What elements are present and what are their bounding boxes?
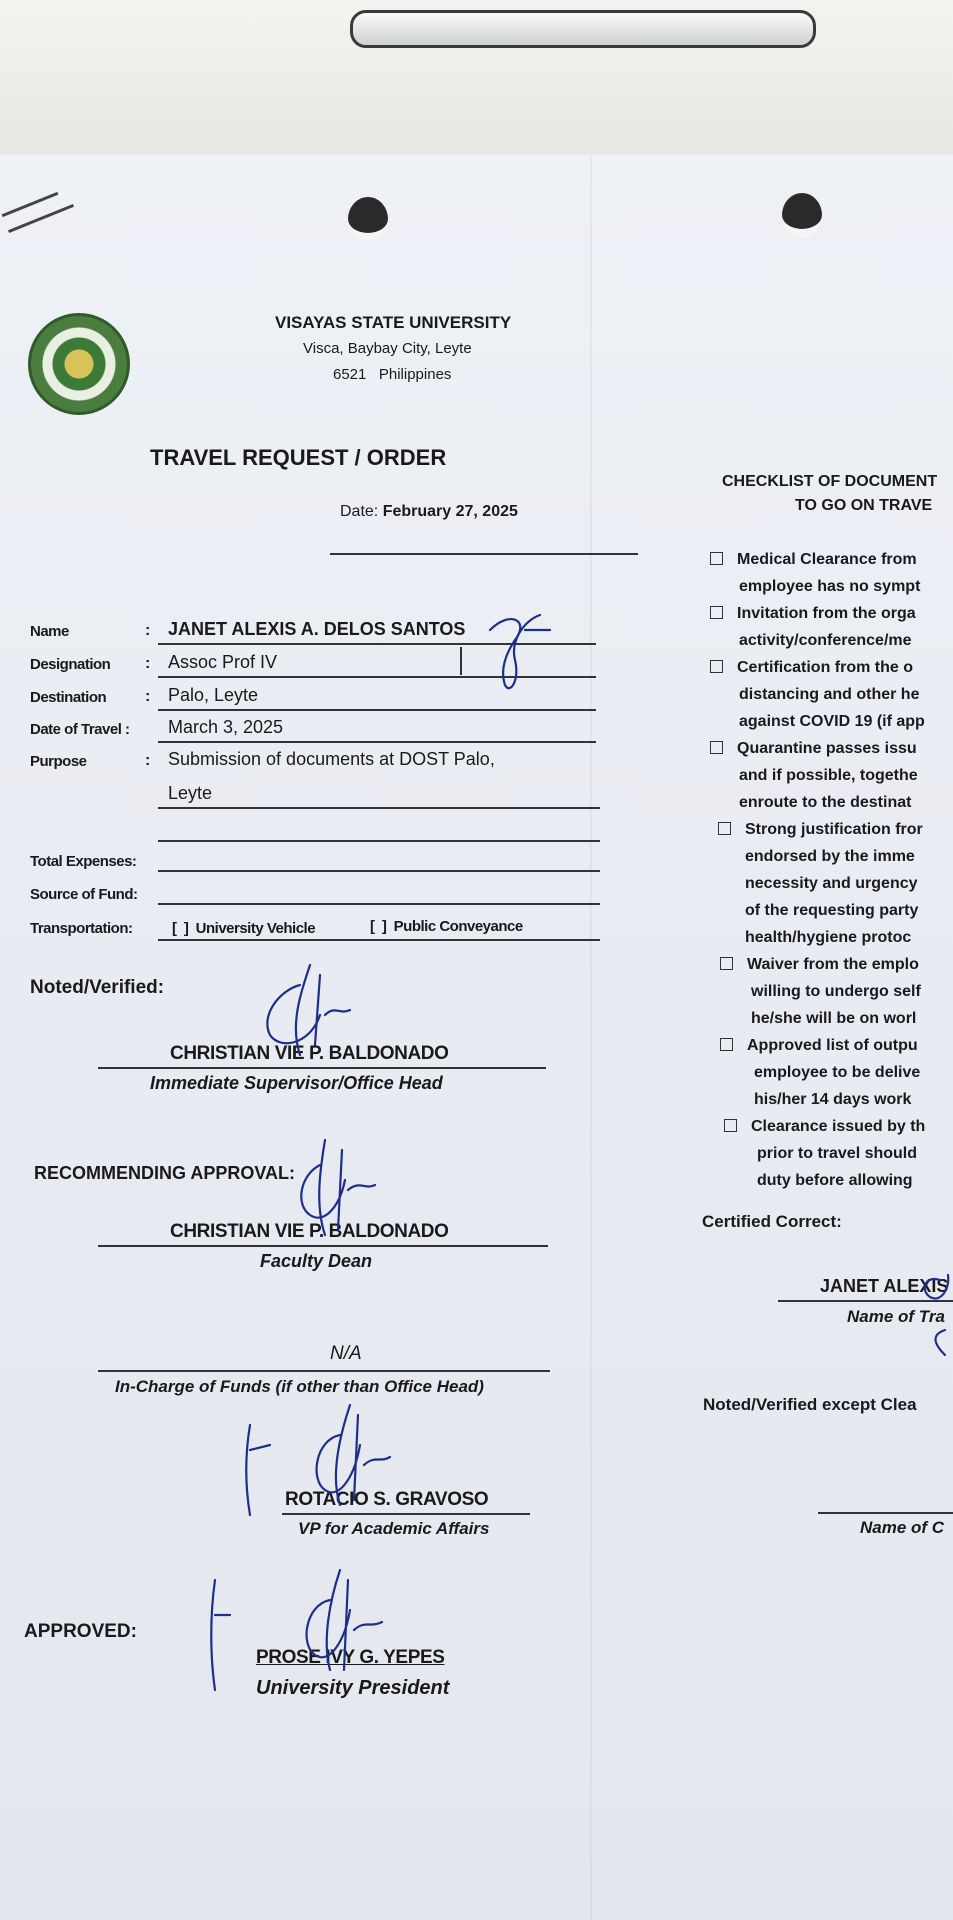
- checklist-item: Certification from the o: [710, 654, 913, 681]
- noted-verified-label: Noted/Verified:: [30, 977, 165, 998]
- checklist-title-2: TO GO ON TRAVE: [795, 497, 933, 514]
- designation-label: Designation: [30, 656, 111, 673]
- purpose-underline: [158, 807, 600, 809]
- checklist-line: his/her 14 days work: [754, 1091, 912, 1108]
- colon: :: [145, 752, 151, 769]
- university-address-2: 6521 Philippines: [333, 366, 452, 383]
- date-of-travel-label: Date of Travel :: [30, 721, 130, 738]
- source-of-fund-label: Source of Fund:: [30, 886, 138, 903]
- transportation-underline: [158, 939, 600, 941]
- checklist-line: and if possible, togethe: [739, 767, 918, 784]
- purpose-value-line-2: Leyte: [168, 783, 213, 803]
- clipboard-clip: [350, 10, 816, 48]
- recommending-signatory-name: CHRISTIAN VIE P. BALDONADO: [170, 1221, 449, 1242]
- form-title: TRAVEL REQUEST / ORDER: [150, 445, 447, 470]
- checklist-item: Medical Clearance from: [710, 546, 917, 573]
- colon: :: [145, 655, 151, 672]
- vp-signatory-title: VP for Academic Affairs: [298, 1519, 490, 1538]
- checklist-item: Invitation from the orga: [710, 600, 916, 627]
- checklist-item: Clearance issued by th: [724, 1113, 925, 1140]
- purpose-value-line-1: Submission of documents at DOST Palo,: [168, 749, 495, 769]
- page-fold: [590, 155, 592, 1920]
- colon: :: [145, 688, 151, 705]
- handwritten-signature-icon: [230, 1395, 410, 1525]
- recommending-approval-label: RECOMMENDING APPROVAL:: [34, 1163, 295, 1183]
- destination-label: Destination: [30, 689, 107, 706]
- punch-hole-right: [782, 193, 822, 237]
- checklist-line: enroute to the destinat: [739, 794, 912, 811]
- table-divider: [460, 647, 462, 675]
- date-value: February 27, 2025: [382, 503, 518, 520]
- total-expenses-label: Total Expenses:: [30, 853, 137, 870]
- checklist-line: against COVID 19 (if app: [739, 713, 925, 730]
- document-page: [0, 155, 953, 1920]
- name-label: Name: [30, 623, 69, 640]
- signature-line: [98, 1370, 550, 1372]
- checklist-line: health/hygiene protoc: [745, 929, 912, 946]
- checklist-item: Strong justification fror: [718, 816, 923, 843]
- noted-signatory-title: Immediate Supervisor/Office Head: [150, 1073, 443, 1093]
- president-title: University President: [256, 1677, 450, 1699]
- checkbox-icon: [724, 1119, 737, 1132]
- clipboard-top: [0, 0, 953, 165]
- initials-signature-icon: [470, 600, 570, 700]
- checklist-line: activity/conference/me: [739, 632, 912, 649]
- checklist-line: duty before allowing: [757, 1172, 913, 1189]
- funds-title: In-Charge of Funds (if other than Office Head): [115, 1377, 484, 1396]
- approved-label: APPROVED:: [24, 1621, 137, 1642]
- name-value: JANET ALEXIS A. DELOS SANTOS: [168, 619, 466, 639]
- checklist-line: employee to be delive: [754, 1064, 921, 1081]
- total-expenses-underline: [158, 870, 600, 872]
- checkbox-icon: [718, 822, 731, 835]
- checklist-line: distancing and other he: [739, 686, 920, 703]
- date-of-travel-underline: [158, 741, 596, 743]
- checklist-item: Waiver from the emplo: [720, 951, 919, 978]
- checklist-item: Quarantine passes issu: [710, 735, 917, 762]
- colon: :: [145, 622, 151, 639]
- checklist-line: he/she will be on worl: [751, 1010, 917, 1027]
- checklist-line: of the requesting party: [745, 902, 919, 919]
- signature-line: [818, 1512, 953, 1514]
- noted-except-label: Noted/Verified except Clea: [703, 1395, 917, 1414]
- handwritten-signature-icon: [910, 1235, 953, 1345]
- checklist-line: necessity and urgency: [745, 875, 918, 892]
- destination-value: Palo, Leyte: [168, 685, 259, 705]
- handwritten-signature-icon: [270, 1135, 380, 1245]
- noted-except-title: Name of C: [860, 1518, 945, 1537]
- checklist-line: prior to travel should: [757, 1145, 918, 1162]
- checklist-line: willing to undergo self: [751, 983, 921, 1000]
- destination-underline: [158, 709, 596, 711]
- vp-signatory-name: ROTACIO S. GRAVOSO: [285, 1489, 489, 1510]
- handwritten-signature-icon: [240, 955, 360, 1075]
- checklist-line: endorsed by the imme: [745, 848, 915, 865]
- purpose-label: Purpose: [30, 753, 87, 770]
- date-label: Date:: [340, 503, 379, 520]
- checkbox-icon: [710, 606, 723, 619]
- transport-option-public-conveyance: [ ] Public Conveyance: [370, 918, 523, 935]
- date-row: [340, 503, 518, 521]
- checkbox-icon: [710, 660, 723, 673]
- funds-value: N/A: [330, 1343, 362, 1364]
- recommending-signatory-title: Faculty Dean: [260, 1251, 373, 1271]
- date-of-travel-value: March 3, 2025: [168, 717, 284, 737]
- transport-option-university-vehicle: [ ] University Vehicle: [172, 920, 316, 937]
- checkbox-icon: [710, 741, 723, 754]
- president-name: PROSE IVY G. YEPES: [256, 1647, 445, 1668]
- purpose-underline-2: [158, 840, 600, 842]
- university-address: Visca, Baybay City, Leyte: [303, 340, 472, 357]
- date-underline: [330, 553, 638, 555]
- checkbox-icon: [720, 957, 733, 970]
- university-name: VISAYAS STATE UNIVERSITY: [275, 313, 512, 332]
- transportation-label: Transportation:: [30, 920, 133, 937]
- checkbox-icon: [710, 552, 723, 565]
- punch-hole-left: [348, 197, 388, 241]
- source-of-fund-underline: [158, 903, 600, 905]
- handwritten-signature-icon: [190, 1560, 410, 1700]
- checklist-line: employee has no sympt: [739, 578, 921, 595]
- designation-value: Assoc Prof IV: [168, 652, 278, 672]
- checkbox-icon: [720, 1038, 733, 1051]
- university-seal-icon: [28, 313, 130, 415]
- signature-line: [98, 1245, 548, 1247]
- certified-title: Name of Tra: [847, 1307, 945, 1326]
- noted-signatory-name: CHRISTIAN VIE P. BALDONADO: [170, 1043, 449, 1064]
- certified-name: JANET ALEXIS: [820, 1276, 949, 1296]
- checklist-item: Approved list of outpu: [720, 1032, 918, 1059]
- checklist-title: CHECKLIST OF DOCUMENT: [722, 473, 938, 490]
- certified-correct-label: Certified Correct:: [702, 1212, 842, 1231]
